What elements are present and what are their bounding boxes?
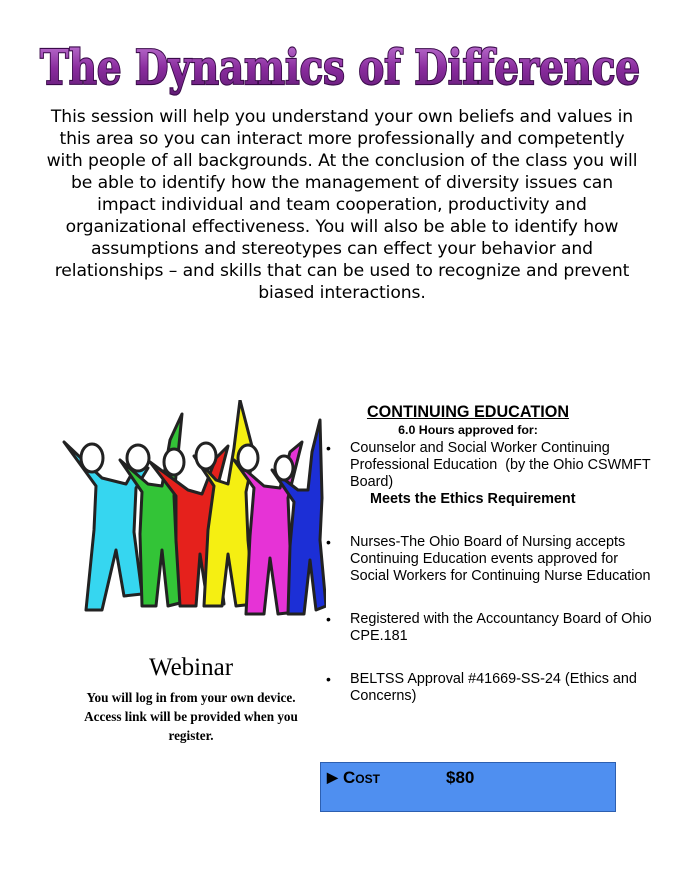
webinar-device-note: You will log in from your own device. <box>86 690 296 705</box>
ce-item-accountancy <box>322 611 652 645</box>
bullet-icon: • <box>326 534 331 550</box>
play-arrow-icon: ▶ <box>327 769 338 785</box>
intro-paragraph: This session will help you understand your own beliefs and values in this area so you can interact more professionally and competently with people of all backgrounds. At the conclusion of the class you will be able to identify how the management of diversity issues can impact individual and team cooperation, productivity and organizational effectiveness. You will also be able to identify how assumptions and stereotypes can effect your behavior and relationships – and skills that can be used to recognize and prevent biased interactions. <box>46 107 638 303</box>
ce-item-counselor <box>322 440 652 508</box>
cost-price: $80 <box>446 768 475 787</box>
ce-list <box>322 440 652 705</box>
ce-item-text: BELTSS Approval #41669-SS-24 (Ethics and Concerns) <box>350 671 637 704</box>
ce-item-text: Counselor and Social Worker Continuing Professional Education (by the Ohio CSWMFT Board) <box>350 440 651 490</box>
webinar-access-note: Access link will be provided when you register. <box>84 709 298 743</box>
bullet-icon: • <box>326 671 331 687</box>
ce-title: CONTINUING EDUCATION <box>366 403 570 421</box>
webinar-section <box>60 652 322 745</box>
ce-item-text: Nurses-The Ohio Board of Nursing accepts Continuing Education events approved for Social Workers for Continuing Nurse Education <box>350 534 651 584</box>
ce-ethics-note: Meets the Ethics Requirement <box>370 491 576 507</box>
page-title-text: The Dynamics of Difference <box>40 40 640 96</box>
ce-item-nurses <box>322 534 652 585</box>
ce-item-beltss <box>322 671 652 705</box>
cost-label: Cost <box>343 768 380 787</box>
bullet-icon: • <box>326 440 331 456</box>
continuing-education-section <box>322 402 652 705</box>
bullet-icon: • <box>326 611 331 627</box>
page-title <box>30 30 650 102</box>
diversity-people-icon <box>58 400 326 624</box>
cost-box <box>320 762 616 812</box>
ce-hours: 6.0 Hours approved for: <box>398 423 538 437</box>
webinar-heading: Webinar <box>148 654 234 681</box>
ce-item-text: Registered with the Accountancy Board of Ohio CPE.181 <box>350 611 652 644</box>
